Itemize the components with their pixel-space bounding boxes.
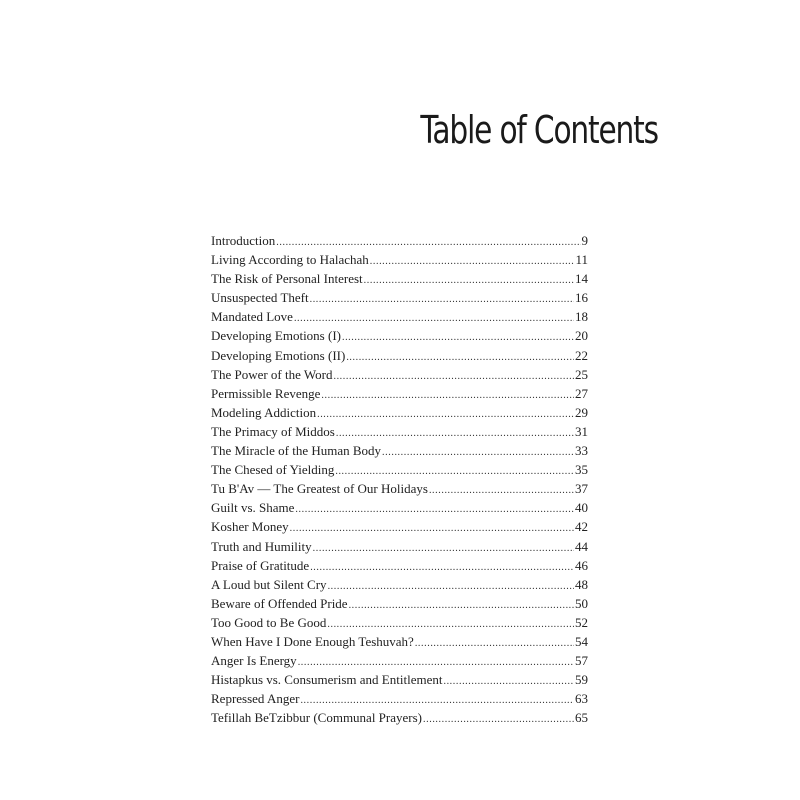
toc-entry-title: The Risk of Personal Interest xyxy=(211,271,363,287)
toc-entry xyxy=(211,290,588,309)
toc-entry-title: Developing Emotions (I) xyxy=(211,328,341,344)
toc-entry-title: Mandated Love xyxy=(211,309,293,325)
toc-entry-title: Praise of Gratitude xyxy=(211,557,310,573)
toc-entry-title: The Power of the Word xyxy=(211,366,333,382)
toc-list xyxy=(211,233,588,729)
toc-entry xyxy=(211,386,588,405)
toc-entry-title: Truth and Humility xyxy=(211,538,312,554)
dot-leader xyxy=(382,447,574,458)
toc-entry-title: Tefillah BeTzibbur (Communal Prayers) xyxy=(211,710,423,726)
toc-entry-page-number: 42 xyxy=(575,519,588,535)
toc-entry-title: Unsuspected Theft xyxy=(211,290,309,306)
toc-entry xyxy=(211,424,588,443)
toc-entry xyxy=(211,634,588,653)
toc-entry-page-number: 37 xyxy=(575,481,588,497)
toc-entry-title: When Have I Done Enough Teshuvah? xyxy=(211,633,414,649)
dot-leader xyxy=(321,390,574,401)
toc-entry-page-number: 40 xyxy=(575,500,588,516)
dot-leader xyxy=(336,428,574,439)
toc-entry xyxy=(211,558,588,577)
toc-entry-page-number: 9 xyxy=(581,233,588,248)
toc-entry-page-number: 25 xyxy=(575,366,588,382)
dot-leader xyxy=(295,504,574,515)
toc-entry-title: Living According to Halachah xyxy=(211,252,369,268)
dot-leader xyxy=(364,275,574,286)
toc-entry-page-number: 22 xyxy=(575,347,588,363)
toc-entry-title: Developing Emotions (II) xyxy=(211,347,346,363)
dot-leader xyxy=(300,695,574,706)
dot-leader xyxy=(310,294,574,305)
toc-entry xyxy=(211,653,588,672)
toc-entry-page-number: 29 xyxy=(575,404,588,420)
dot-leader xyxy=(276,237,580,248)
toc-entry xyxy=(211,233,588,252)
toc-entry-title: The Chesed of Yielding xyxy=(211,462,335,478)
toc-entry xyxy=(211,405,588,424)
toc-entry-title: Repressed Anger xyxy=(211,691,300,707)
toc-entry-title: Beware of Offended Pride xyxy=(211,595,348,611)
toc-entry-page-number: 46 xyxy=(575,557,588,573)
dot-leader xyxy=(370,256,575,267)
toc-entry-title: Permissible Revenge xyxy=(211,385,321,401)
toc-entry xyxy=(211,615,588,634)
toc-entry-title: Guilt vs. Shame xyxy=(211,500,295,516)
toc-entry-page-number: 14 xyxy=(575,271,588,287)
toc-entry-title: The Miracle of the Human Body xyxy=(211,443,382,459)
toc-entry xyxy=(211,443,588,462)
dot-leader xyxy=(310,562,574,573)
toc-entry-page-number: 52 xyxy=(575,614,588,630)
toc-entry xyxy=(211,328,588,347)
dot-leader xyxy=(335,466,574,477)
dot-leader xyxy=(342,332,574,343)
dot-leader xyxy=(327,619,574,630)
toc-entry xyxy=(211,481,588,500)
toc-entry xyxy=(211,519,588,538)
dot-leader xyxy=(290,523,574,534)
toc-entry xyxy=(211,539,588,558)
toc-entry-page-number: 54 xyxy=(575,633,588,649)
toc-entry-page-number: 27 xyxy=(575,385,588,401)
dot-leader xyxy=(429,485,574,496)
toc-entry-title: Histapkus vs. Consumerism and Entitlement xyxy=(211,672,443,688)
toc-entry-title: Anger Is Energy xyxy=(211,653,297,669)
toc-entry-page-number: 44 xyxy=(575,538,588,554)
toc-entry xyxy=(211,672,588,691)
toc-entry-page-number: 20 xyxy=(575,328,588,344)
toc-entry-page-number: 48 xyxy=(575,576,588,592)
toc-entry-title: Introduction xyxy=(211,233,276,248)
toc-entry-page-number: 59 xyxy=(575,672,588,688)
toc-entry-page-number: 50 xyxy=(575,595,588,611)
page-title: Table of Contents xyxy=(420,108,658,152)
toc-entry xyxy=(211,691,588,710)
toc-entry xyxy=(211,367,588,386)
dot-leader xyxy=(349,600,574,611)
dot-leader xyxy=(313,543,574,554)
toc-entry-page-number: 33 xyxy=(575,443,588,459)
toc-entry xyxy=(211,348,588,367)
dot-leader xyxy=(317,409,574,420)
toc-entry xyxy=(211,252,588,271)
toc-entry xyxy=(211,596,588,615)
toc-entry-title: Too Good to Be Good xyxy=(211,614,327,630)
toc-entry-title: The Primacy of Middos xyxy=(211,423,335,439)
toc-entry-page-number: 31 xyxy=(575,423,588,439)
toc-entry xyxy=(211,309,588,328)
toc-entry-page-number: 57 xyxy=(575,653,588,669)
toc-entry xyxy=(211,500,588,519)
toc-entry-page-number: 18 xyxy=(575,309,588,325)
toc-entry-title: Modeling Addiction xyxy=(211,404,317,420)
toc-entry xyxy=(211,271,588,290)
toc-entry xyxy=(211,710,588,729)
dot-leader xyxy=(333,371,574,382)
dot-leader xyxy=(294,313,574,324)
toc-entry-page-number: 11 xyxy=(575,252,588,268)
toc-entry xyxy=(211,577,588,596)
toc-entry xyxy=(211,462,588,481)
dot-leader xyxy=(415,638,574,649)
dot-leader xyxy=(298,657,574,668)
dot-leader xyxy=(346,352,574,363)
toc-entry-page-number: 35 xyxy=(575,462,588,478)
dot-leader xyxy=(328,581,574,592)
dot-leader xyxy=(423,714,574,725)
toc-entry-page-number: 16 xyxy=(575,290,588,306)
toc-entry-title: Tu B'Av — The Greatest of Our Holidays xyxy=(211,481,428,497)
dot-leader xyxy=(443,676,574,687)
toc-entry-page-number: 65 xyxy=(575,710,588,726)
toc-entry-page-number: 63 xyxy=(575,691,588,707)
toc-entry-title: Kosher Money xyxy=(211,519,289,535)
toc-entry-title: A Loud but Silent Cry xyxy=(211,576,327,592)
